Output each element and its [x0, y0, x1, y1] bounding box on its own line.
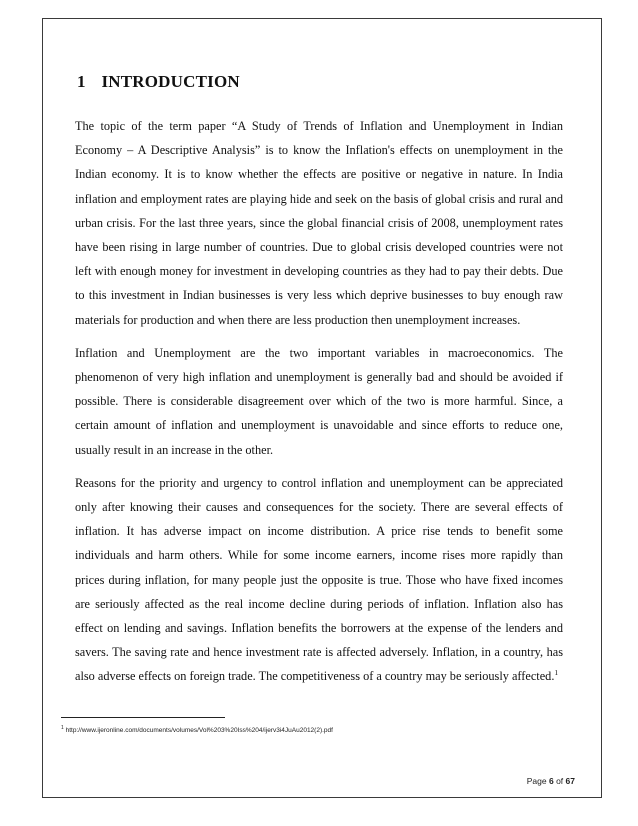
paragraph-1: The topic of the term paper “A Study of Trends of Inflation and Unemployment in Indian Economy – A Descriptive Analysis” is to know the Inflation's effects on unemployment in the Indian economy. It is to know whether the effects are positive or negative in nature. In India inflation and employment rates are playing hide and seek on the basis of global crisis and rural and urban crisis. For the last three years, since the global financial crisis of 2008, unemployment rates have been rising in large number of countries. Due to global crisis developed countries were not left with enough money for investment in developing countries as they had to pay their debts. Due to this investment in Indian businesses is very less which deprive businesses to buy enough raw materials for production and when there are less production then unemployment increases.	[75, 119, 563, 327]
footnote-separator	[61, 717, 225, 718]
footnote-marker: 1	[61, 724, 64, 731]
paragraph-3	[75, 471, 563, 689]
page-prefix: Page	[526, 776, 549, 786]
paragraph-2: Inflation and Unemployment are the two important variables in macroeconomics. The phenomenon of very high inflation and unemployment is generally bad and should be avoided if possible. There is considerable disagreement over which of the two is more harmful. Since, a certain amount of inflation and unemployment is unavoidable and since efforts to reduce one, usually result in an increase in the other.	[75, 345, 563, 457]
page-separator: of	[553, 776, 566, 786]
page-total: 67	[565, 776, 575, 786]
section-number: 1	[77, 72, 86, 91]
document-body	[75, 72, 563, 698]
footnote	[61, 724, 581, 734]
section-title: INTRODUCTION	[101, 72, 240, 91]
paragraph-3-text: Reasons for the priority and urgency to control inflation and unemployment can be appreciated only after knowing their causes and consequences for the society. There are several effects of inflation. It has adverse impact on income distribution. A price rise tends to benefit some individuals and harm others. While for some income earners, income rises more rapidly than prices during inflation, for many people just the opposite is true. Those who have fixed incomes are seriously affected as the real income decline during periods of inflation. Inflation also has effect on lending and savings. Inflation benefits the borrowers at the expense of the lenders and savers. The saving rate and hence investment rate is affected adversely. Inflation, in a country, has also adverse effects on foreign trade. The competitiveness of a country may be seriously affected.	[75, 475, 563, 684]
footnote-reference[interactable]: 1	[554, 668, 559, 678]
page-current: 6	[548, 776, 554, 786]
section-heading	[77, 72, 563, 92]
page-number	[527, 776, 575, 786]
footnote-url[interactable]: http://www.ijeronline.com/documents/volumes/Vol%203%20Iss%204/ijerv3i4JuAu2012(2).pdf	[65, 727, 333, 734]
